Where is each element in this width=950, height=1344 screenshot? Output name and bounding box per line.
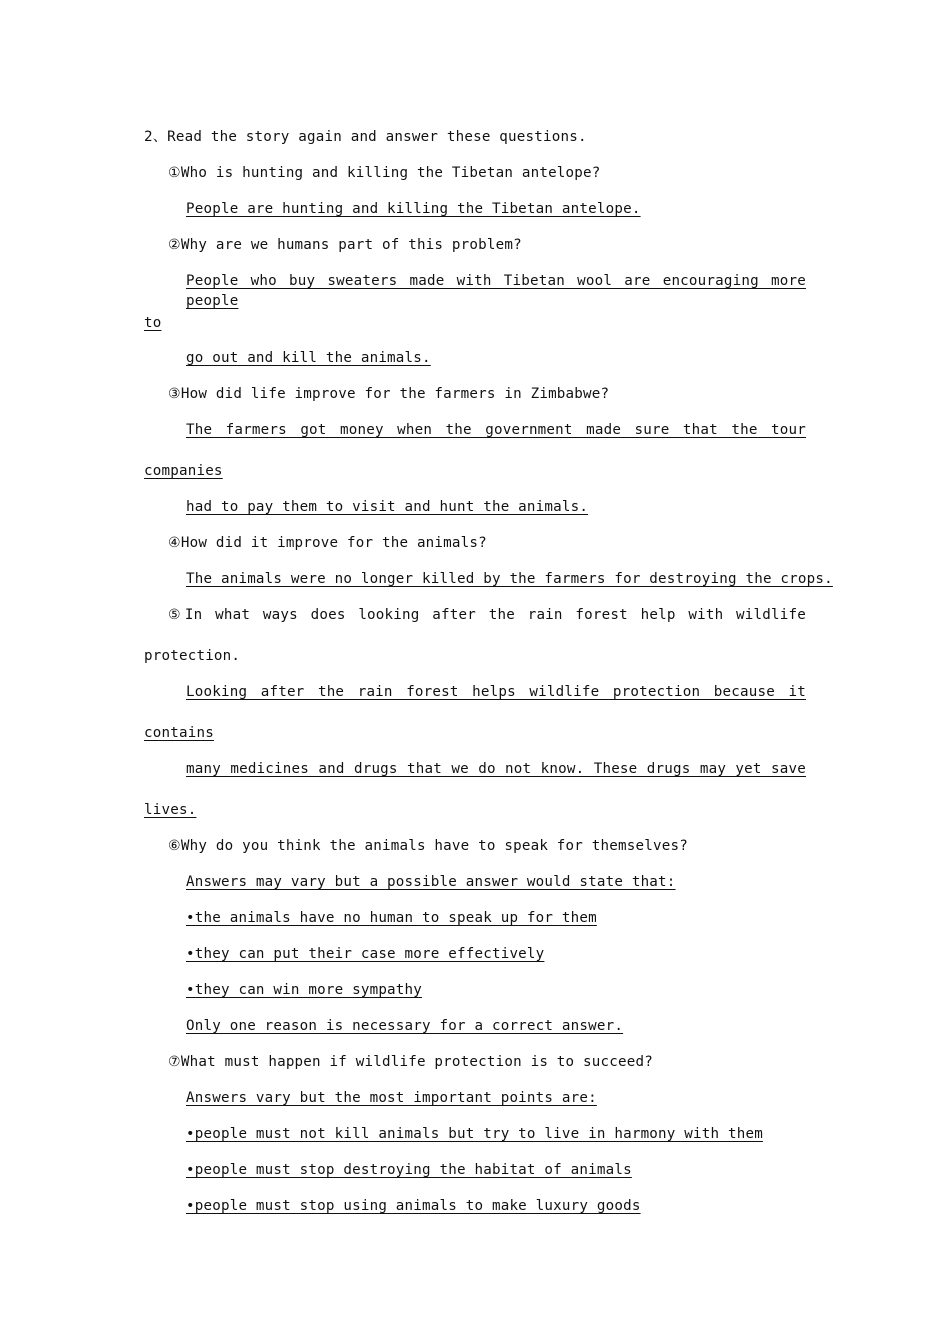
question-2: ②Why are we humans part of this problem? (168, 237, 522, 253)
answer-7-bullet: •people must not kill animals but try to live in harmony with them (186, 1126, 763, 1142)
answer-5-wrap-2: lives. (144, 802, 197, 818)
answer-5-line-1: Looking after the rain forest helps wildlife protection because it (186, 684, 806, 700)
question-1: ①Who is hunting and killing the Tibetan antelope? (168, 165, 601, 181)
answer-6-intro: Answers may vary but a possible answer would state that: (186, 874, 676, 890)
answer-2-line-2: go out and kill the animals. (186, 350, 431, 366)
answer-2-line-1: People who buy sweaters made with Tibetan wool are encouraging more people (186, 273, 806, 309)
answer-3-line-2: had to pay them to visit and hunt the animals. (186, 499, 589, 515)
answer-4: The animals were no longer killed by the farmers for destroying the crops. (186, 571, 833, 587)
question-3: ③How did life improve for the farmers in Zimbabwe? (168, 386, 610, 402)
answer-6-bullet: •the animals have no human to speak up for them (186, 910, 597, 926)
question-4: ④How did it improve for the animals? (168, 535, 487, 551)
answer-6-bullet: •they can put their case more effectively (186, 946, 545, 962)
answer-3-line-1: The farmers got money when the government made sure that the tour (186, 422, 806, 438)
question-6: ⑥Why do you think the animals have to speak for themselves? (168, 838, 688, 854)
answer-1: People are hunting and killing the Tibetan antelope. (186, 201, 641, 217)
answer-6-note: Only one reason is necessary for a correct answer. (186, 1018, 624, 1034)
answer-2-wrap: to (144, 315, 162, 331)
question-5-wrap: protection. (144, 648, 241, 664)
answer-7-bullet: •people must stop using animals to make luxury goods (186, 1198, 641, 1214)
answer-3-wrap: companies (144, 463, 223, 479)
question-7: ⑦What must happen if wildlife protection is to succeed? (168, 1054, 653, 1070)
answer-5-line-2: many medicines and drugs that we do not know. These drugs may yet save (186, 761, 806, 777)
answer-7-bullet: •people must stop destroying the habitat of animals (186, 1162, 632, 1178)
answer-7-intro: Answers vary but the most important points are: (186, 1090, 597, 1106)
answer-5-wrap-1: contains (144, 725, 214, 741)
answer-6-bullet: •they can win more sympathy (186, 982, 423, 998)
question-5-line-1: ⑤In what ways does looking after the rain forest help with wildlife (168, 607, 806, 623)
section-heading: 2、Read the story again and answer these questions. (144, 129, 587, 145)
